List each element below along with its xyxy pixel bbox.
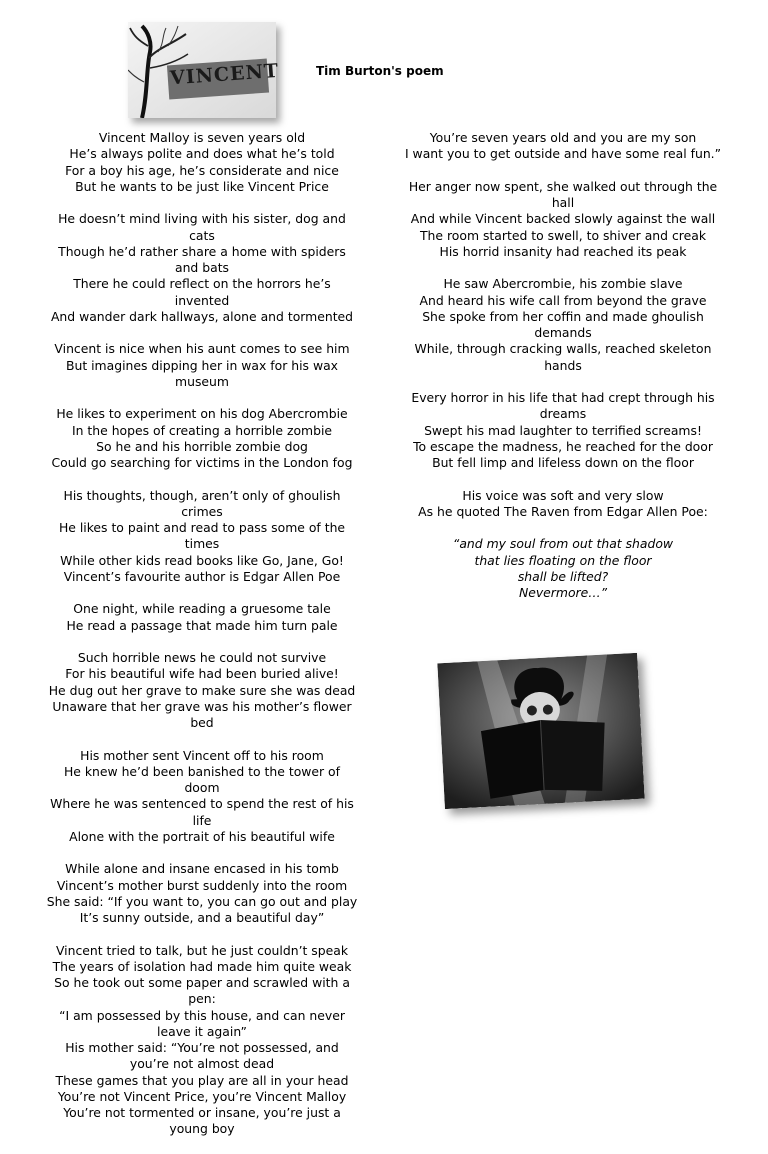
poem-line: But he wants to be just like Vincent Price — [75, 178, 329, 194]
poem-line: Though he’d rather share a home with spiders and bats — [58, 243, 346, 275]
poem-line: While alone and insane encased in his tomb — [65, 861, 339, 877]
vincent-reading-book-image — [437, 653, 644, 809]
poem-line: These games that you play are all in your head — [55, 1072, 349, 1088]
quote-line: “and my soul from out that shadow — [452, 536, 674, 552]
poem-line: But fell limp and lifeless down on the floor — [432, 455, 694, 470]
poem-line: His voice was soft and very slow — [462, 487, 664, 503]
stanza — [404, 488, 722, 521]
poem-line: While other kids read books like Go, Jane, Go! — [60, 552, 344, 568]
poem-line: As he quoted The Raven from Edgar Allen Poe: — [418, 503, 708, 519]
poem-line: The years of isolation had made him quite weak — [52, 958, 352, 974]
stanza — [404, 130, 722, 163]
stanza — [46, 130, 358, 195]
poem-line: You’re not Vincent Price, you’re Vincent Malloy — [57, 1088, 347, 1104]
stanza — [46, 943, 358, 1138]
poem-line: Vincent’s favourite author is Edgar Allen Poe — [63, 568, 341, 584]
poem-line: It’s sunny outside, and a beautiful day” — [79, 910, 325, 925]
poem-line: Such horrible news he could not survive — [77, 650, 327, 665]
poem-line: To escape the madness, he reached for the door — [413, 438, 713, 454]
raven-quote — [404, 536, 722, 601]
poem-line: You’re seven years old and you are my son — [429, 130, 697, 145]
poem-line: Unaware that her grave was his mother’s flower bed — [52, 698, 352, 730]
vincent-logo-text: VINCENT — [169, 59, 280, 90]
vincent-header-image — [128, 22, 280, 118]
poem-line: “I am possessed by this house, and can never leave it again” — [59, 1007, 345, 1039]
poem-line: So he and his horrible zombie dog — [96, 438, 308, 454]
poem-line: He saw Abercrombie, his zombie slave — [443, 276, 683, 292]
stanza — [46, 861, 358, 926]
poem-line: So he took out some paper and scrawled with a pen: — [54, 975, 350, 1007]
poem-line: Vincent tried to talk, but he just couldn’t speak — [55, 942, 349, 958]
stanza — [46, 748, 358, 846]
poem-line: Alone with the portrait of his beautiful wife — [69, 828, 335, 844]
poem-line: He dug out her grave to make sure she was dead — [48, 682, 356, 698]
poem-line: Every horror in his life that had crept through his dreams — [411, 390, 715, 422]
poem-line: Her anger now spent, she walked out through the hall — [408, 178, 718, 210]
poem-line: But imagines dipping her in wax for his wax museum — [65, 357, 339, 389]
poem-line: She spoke from her coffin and made ghoulish demands — [422, 308, 704, 340]
poem-line: He read a passage that made him turn pale — [66, 617, 338, 633]
poem-line: Vincent Malloy is seven years old — [98, 130, 306, 145]
quote-line: that lies floating on the floor — [474, 552, 652, 568]
stanza — [46, 341, 358, 390]
quote-line: Nevermore…” — [518, 585, 608, 600]
stanza — [404, 276, 722, 374]
poem-line: You’re not tormented or insane, you’re just a young boy — [63, 1105, 341, 1137]
poem-left-column — [46, 130, 358, 1154]
poem-line: In the hopes of creating a horrible zombie — [71, 422, 333, 438]
poem-line: There he could reflect on the horrors he’s invented — [73, 276, 331, 308]
poem-line: His mother sent Vincent off to his room — [80, 747, 324, 763]
poem-line: His mother said: “You’re not possessed, and you’re not almost dead — [65, 1040, 339, 1072]
poem-line: He doesn’t mind living with his sister, dog and cats — [58, 211, 346, 243]
poem-line: His horrid insanity had reached its peak — [439, 243, 687, 259]
stanza — [404, 179, 722, 260]
poem-line: And heard his wife call from beyond the grave — [419, 292, 707, 308]
poem-line: While, through cracking walls, reached skeleton hands — [414, 341, 712, 373]
poem-line: One night, while reading a gruesome tale — [73, 601, 331, 617]
poem-line: For his beautiful wife had been buried alive! — [65, 666, 339, 682]
poem-line: She said: “If you want to, you can go out and play — [46, 893, 358, 909]
poem-line: I want you to get outside and have some real fun.” — [404, 146, 722, 162]
poem-line: He likes to paint and read to pass some of the times — [58, 520, 346, 552]
poem-right-column — [404, 130, 722, 618]
poem-line: Swept his mad laughter to terrified screams! — [424, 422, 702, 438]
stanza — [46, 211, 358, 325]
poem-line: Where he was sentenced to spend the rest of his life — [50, 796, 354, 828]
poem-line: He’s always polite and does what he’s told — [69, 146, 335, 162]
stanza — [46, 406, 358, 471]
quote-line: shall be lifted? — [517, 568, 609, 584]
poem-line: Vincent’s mother burst suddenly into the room — [56, 877, 348, 893]
poem-line: Vincent is nice when his aunt comes to see him — [54, 341, 350, 357]
page-title: Tim Burton's poem — [316, 64, 444, 78]
stanza — [46, 601, 358, 634]
poem-line: The room started to swell, to shiver and creak — [419, 227, 706, 243]
stanza — [46, 650, 358, 731]
poem-line: He likes to experiment on his dog Abercrombie — [56, 406, 348, 422]
poem-line: For a boy his age, he’s considerate and nice — [65, 162, 339, 178]
poem-line: And wander dark hallways, alone and tormented — [50, 308, 354, 324]
right-stanzas — [404, 130, 722, 520]
poem-line: And while Vincent backed slowly against the wall — [410, 211, 716, 227]
stanza — [404, 390, 722, 471]
stanza — [46, 488, 358, 586]
poem-line: Could go searching for victims in the London fog — [51, 455, 353, 470]
poem-line: His thoughts, though, aren’t only of ghoulish crimes — [63, 487, 341, 519]
poem-line: He knew he’d been banished to the tower of doom — [63, 763, 341, 795]
